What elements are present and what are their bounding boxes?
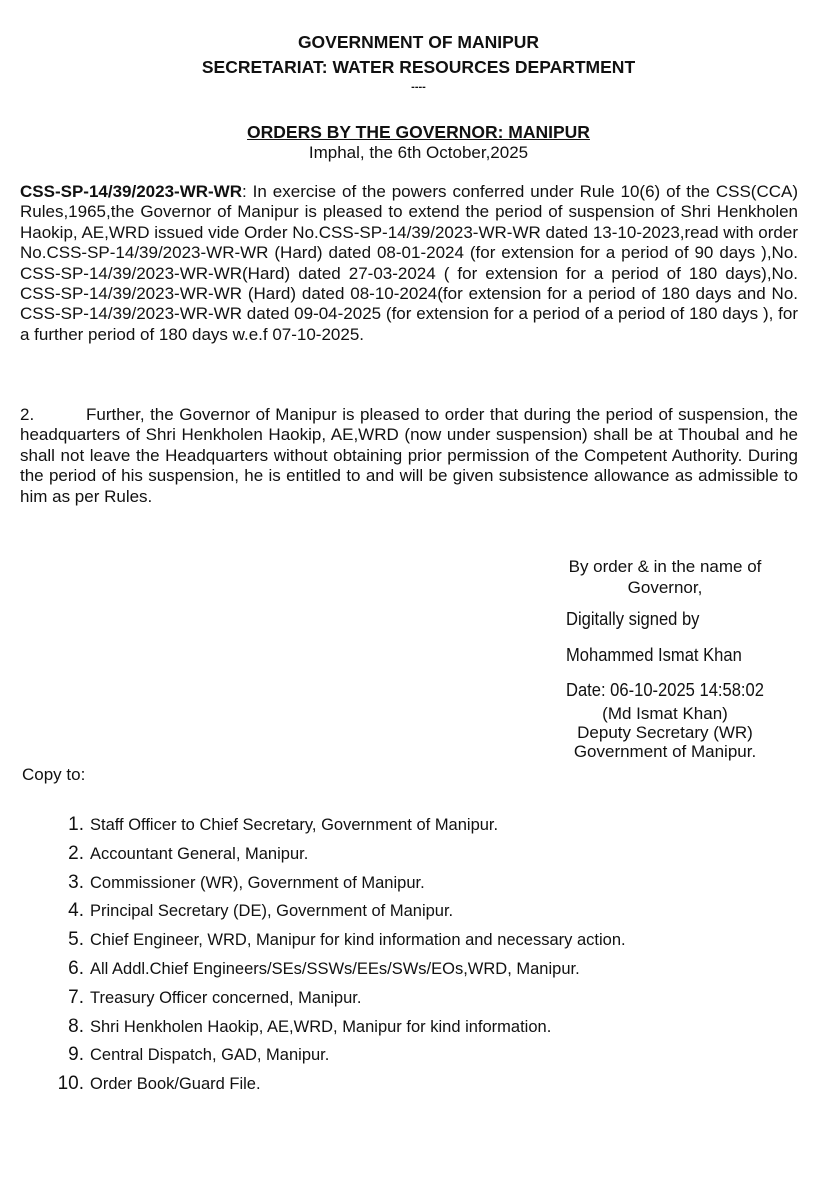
- list-item-number: 6.: [68, 957, 84, 979]
- list-item: [40, 955, 626, 984]
- list-item: [40, 869, 626, 898]
- list-item-text: Order Book/Guard File.: [90, 1075, 261, 1094]
- list-item-number: 10.: [57, 1073, 84, 1095]
- governor-line: Governor,: [627, 578, 703, 597]
- officer-designation: Deputy Secretary (WR): [577, 723, 753, 742]
- officer-office: Government of Manipur.: [573, 742, 757, 761]
- govt-heading: GOVERNMENT OF MANIPUR: [297, 32, 540, 52]
- list-item-number: 1.: [68, 814, 84, 835]
- separator: ----: [411, 81, 426, 93]
- paragraph-1-text: : In exercise of the powers conferred under Rule 10(6) of the CSS(CCA) Rules,1965,the Governor of Manipur is pleased to extend the period of suspension of Shri Henkholen Haokip, AE,WRD issued vide Order No.CSS-SP-14/39/2023-WR-WR dated 13-10-2023,read with order No.CSS-SP-14/39/2023-WR-WR (Hard) dated 08-01-2024 (for extension for a period of 90 days ),No. CSS-SP-14/39/2023-WR-WR(Hard) dated 27-03-2024 ( for extension for a period of 180 days),No. CSS-SP-14/39/2023-WR-WR (Hard) dated 08-10-2024(for extension for a period of 180 days and No. CSS-SP-14/39/2023-WR-WR dated 09-04-2025 (for extension for a period of a period of 180 days ), for a further period of 180 days w.e.f 07-10-2025.: [20, 182, 798, 344]
- list-item-number: 3.: [68, 871, 84, 893]
- list-item-text: Principal Secretary (DE), Government of Manipur.: [90, 902, 454, 921]
- signing-officer-block: [540, 704, 790, 761]
- by-order-block: [530, 556, 800, 598]
- list-item-text: All Addl.Chief Engineers/SEs/SSWs/EEs/SWs/EOs,WRD, Manipur.: [90, 959, 580, 978]
- paragraph-2-text: Further, the Governor of Manipur is pleased to order that during the period of suspension, the headquarters of Shri Henkholen Haokip, AE,WRD (now under suspension) shall be at Thoubal and he shall not leave the Headquarters without obtaining prior permission of the Competent Authority. During the period of his suspension, he is entitled to and will be given subsistence allowance as admissible to him as per Rules.: [20, 405, 798, 506]
- list-item-number: 7.: [68, 986, 84, 1008]
- list-item-number: 5.: [68, 929, 84, 951]
- list-item-number: 4.: [68, 900, 84, 922]
- orders-title: ORDERS BY THE GOVERNOR: MANIPUR: [247, 122, 590, 142]
- list-item-number: 9.: [68, 1044, 84, 1066]
- officer-name: (Md Ismat Khan): [602, 704, 728, 723]
- list-item: [40, 1013, 626, 1042]
- order-reference: CSS-SP-14/39/2023-WR-WR: [20, 182, 243, 201]
- list-item: [40, 1070, 626, 1099]
- list-item-text: Treasury Officer concerned, Manipur.: [90, 988, 362, 1007]
- list-item-text: Central Dispatch, GAD, Manipur.: [90, 1046, 330, 1065]
- list-item-text: Shri Henkholen Haokip, AE,WRD, Manipur for kind information.: [90, 1017, 552, 1036]
- paragraph-2-number: 2.: [20, 405, 35, 424]
- list-item-text: Accountant General, Manipur.: [90, 844, 309, 863]
- list-item: [40, 897, 626, 926]
- list-item: [40, 926, 626, 955]
- place-date: Imphal, the 6th October,2025: [308, 143, 529, 162]
- copy-to-list: [40, 811, 626, 1099]
- paragraph-2: [20, 405, 798, 507]
- list-item: [40, 984, 626, 1013]
- digital-signature-date: Date: 06-10-2025 14:58:02: [566, 680, 764, 700]
- digital-signature-line-2: Mohammed Ismat Khan: [566, 645, 742, 665]
- by-order-line: By order & in the name of: [568, 557, 762, 576]
- list-item-text: Chief Engineer, WRD, Manipur for kind information and necessary action.: [90, 931, 626, 950]
- list-item: [40, 1041, 626, 1070]
- list-item-text: Staff Officer to Chief Secretary, Government of Manipur.: [90, 816, 499, 834]
- list-item-number: 2.: [68, 842, 84, 864]
- list-item-text: Commissioner (WR), Government of Manipur.: [90, 873, 425, 892]
- list-item: [40, 811, 626, 840]
- digital-signature-line-1: Digitally signed by: [566, 609, 700, 629]
- paragraph-1: [20, 182, 798, 345]
- list-item-number: 8.: [68, 1015, 84, 1037]
- department-heading: SECRETARIAT: WATER RESOURCES DEPARTMENT: [201, 57, 636, 77]
- list-item: [40, 840, 626, 869]
- copy-to-label: Copy to:: [22, 765, 86, 784]
